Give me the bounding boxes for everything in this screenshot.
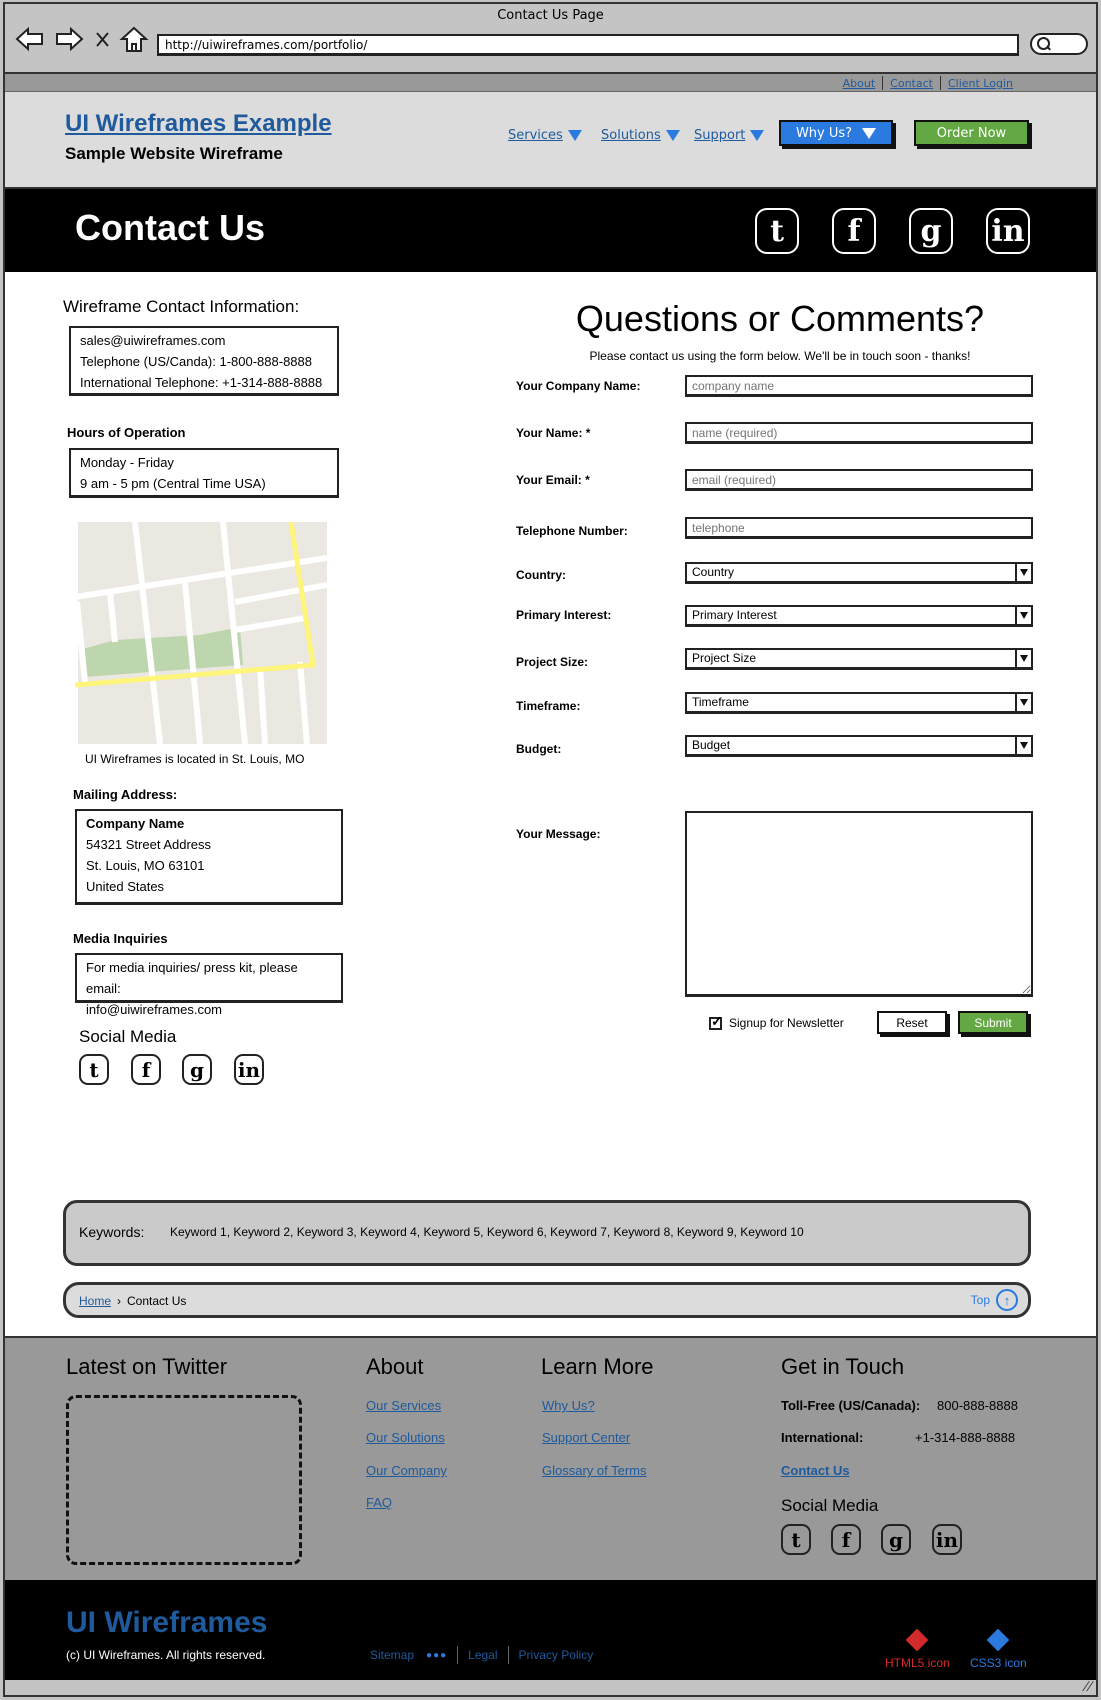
utility-link-contact[interactable]: Contact: [890, 76, 933, 90]
footer-link-our-services[interactable]: Our Services: [366, 1398, 442, 1413]
resize-grip-icon[interactable]: //: [1081, 1679, 1095, 1693]
divider: [457, 1646, 458, 1664]
international-value: +1-314-888-8888: [915, 1430, 1016, 1445]
keywords-label: Keywords:: [79, 1224, 145, 1240]
twitter-icon[interactable]: t: [755, 208, 799, 254]
newsletter-checkbox[interactable]: [709, 1016, 844, 1030]
footer-link-our-company[interactable]: Our Company: [366, 1463, 447, 1478]
timeframe-value: Timeframe: [692, 695, 749, 709]
nav-services-label[interactable]: Services: [508, 128, 563, 143]
form-title: Questions or Comments?: [575, 298, 985, 339]
learn-more-heading: Learn More: [541, 1354, 654, 1379]
keywords-panel: [63, 1200, 1031, 1266]
back-arrow-icon[interactable]: [15, 25, 45, 53]
breadcrumb-current: Contact Us: [127, 1294, 187, 1308]
mailing-street: 54321 Street Address: [86, 837, 212, 852]
project-size-label: Project Size:: [516, 655, 589, 669]
nav-support[interactable]: [694, 128, 764, 143]
facebook-icon[interactable]: f: [131, 1054, 161, 1085]
country-select[interactable]: [685, 562, 1033, 584]
country-select-value: Country: [692, 565, 735, 579]
more-dots-icon[interactable]: ●●●: [426, 1649, 448, 1661]
copyright: (c) UI Wireframes. All rights reserved.: [66, 1648, 266, 1662]
back-to-top-button[interactable]: [971, 1289, 1018, 1311]
email-label: Your Email: *: [516, 473, 590, 487]
dropdown-arrow-icon[interactable]: [1015, 650, 1031, 667]
utility-link-client-login[interactable]: Client Login: [947, 76, 1013, 90]
site-footer: [5, 1336, 1096, 1580]
footer-legal-links: [370, 1646, 593, 1664]
project-size-select[interactable]: [685, 648, 1033, 670]
forward-arrow-icon[interactable]: [54, 25, 84, 53]
mailing-country: United States: [86, 879, 165, 894]
budget-label: Budget:: [516, 742, 562, 756]
twitter-icon[interactable]: t: [781, 1524, 811, 1555]
footer-social-heading: Social Media: [781, 1496, 879, 1515]
message-label: Your Message:: [516, 827, 601, 841]
site-logo[interactable]: UI Wireframes Example: [65, 110, 332, 137]
top-label: Top: [970, 1293, 990, 1307]
footer-logo[interactable]: UI Wireframes: [66, 1606, 268, 1639]
utility-bar: [5, 72, 1096, 92]
primary-interest-label: Primary Interest:: [516, 608, 612, 622]
contact-intl-telephone: International Telephone: +1-314-888-8888: [80, 375, 323, 390]
primary-interest-select[interactable]: [685, 605, 1033, 627]
project-size-value: Project Size: [692, 651, 757, 665]
legal-link[interactable]: Legal: [468, 1648, 498, 1662]
hours-heading: Hours of Operation: [67, 425, 186, 440]
nav-solutions[interactable]: [601, 128, 680, 143]
why-us-button[interactable]: [779, 120, 893, 146]
twitter-feed-placeholder: [66, 1395, 302, 1565]
html5-label: HTML5 icon: [885, 1656, 950, 1670]
window-title: Contact Us Page: [497, 8, 604, 23]
media-text: For media inquiries/ press kit, please email:: [86, 960, 298, 996]
stop-icon[interactable]: [93, 25, 113, 53]
site-header: [5, 92, 1096, 189]
html5-icon: [906, 1629, 929, 1652]
email-input[interactable]: [685, 469, 1033, 491]
telephone-label: Telephone Number:: [516, 524, 628, 538]
company-name-label: Your Company Name:: [516, 379, 641, 393]
contact-info-heading: Wireframe Contact Information:: [63, 297, 300, 316]
hours-time: 9 am - 5 pm (Central Time USA): [80, 476, 266, 491]
dropdown-arrow-icon[interactable]: [1015, 607, 1031, 624]
why-us-label: Why Us?: [795, 125, 853, 141]
newsletter-label: Signup for Newsletter: [729, 1016, 844, 1030]
browser-window: [3, 2, 1098, 1697]
nav-support-label[interactable]: Support: [694, 128, 746, 143]
media-email: info@uiwireframes.com: [86, 1002, 223, 1017]
social-media-heading: Social Media: [79, 1027, 177, 1046]
tollfree-label: Toll-Free (US/Canada):: [781, 1398, 921, 1413]
timeframe-label: Timeframe:: [516, 699, 581, 713]
footer-link-contact-us[interactable]: Contact Us: [781, 1463, 850, 1478]
footer-link-support-center[interactable]: Support Center: [542, 1430, 631, 1445]
breadcrumb: [63, 1282, 1031, 1318]
international-label: International:: [781, 1430, 864, 1445]
breadcrumb-home[interactable]: Home: [79, 1294, 112, 1308]
dropdown-arrow-icon[interactable]: [1015, 564, 1031, 581]
page-banner: [5, 189, 1096, 272]
linkedin-icon[interactable]: in: [986, 208, 1030, 254]
css3-label: CSS3 icon: [970, 1656, 1027, 1670]
hours-box: [69, 448, 339, 498]
utility-link-about[interactable]: About: [842, 76, 876, 90]
google-icon[interactable]: g: [881, 1524, 911, 1555]
css3-badge: [970, 1632, 1027, 1670]
linkedin-icon[interactable]: in: [932, 1524, 962, 1555]
timeframe-select[interactable]: [685, 692, 1033, 714]
reset-button[interactable]: Reset: [877, 1011, 947, 1034]
chevron-down-icon[interactable]: [568, 130, 582, 141]
order-now-button[interactable]: [914, 120, 1029, 146]
page-title: Contact Us: [75, 207, 266, 248]
media-inquiries-heading: Media Inquiries: [73, 931, 168, 946]
chevron-down-icon[interactable]: [666, 130, 680, 141]
search-icon: [1037, 37, 1050, 50]
facebook-icon[interactable]: f: [831, 1524, 861, 1555]
media-inquiries-box: [75, 953, 343, 1017]
divider: [508, 1646, 509, 1664]
hours-days: Monday - Friday: [80, 455, 174, 470]
mailing-company: Company Name: [86, 816, 185, 831]
chevron-down-icon: [862, 128, 876, 139]
footer-link-our-solutions[interactable]: Our Solutions: [366, 1430, 445, 1445]
location-map[interactable]: [75, 522, 327, 744]
bottom-bar: [5, 1580, 1096, 1680]
order-now-label: Order Now: [936, 125, 1007, 141]
contact-email: sales@uiwireframes.com: [80, 333, 226, 348]
footer-link-why-us[interactable]: Why Us?: [542, 1398, 595, 1413]
browser-search-field[interactable]: [1030, 33, 1088, 55]
primary-interest-value: Primary Interest: [692, 608, 777, 622]
country-label: Country:: [516, 568, 566, 582]
submit-button[interactable]: Submit: [958, 1011, 1028, 1034]
message-textarea[interactable]: [685, 811, 1033, 997]
mailing-address-heading: Mailing Address:: [73, 787, 178, 802]
google-icon[interactable]: g: [182, 1054, 212, 1085]
mailing-address-box: [75, 809, 343, 905]
name-label: Your Name: *: [516, 426, 591, 440]
twitter-icon[interactable]: t: [79, 1054, 109, 1085]
google-icon[interactable]: g: [909, 208, 953, 254]
dropdown-arrow-icon[interactable]: [1015, 737, 1031, 754]
css3-icon: [987, 1629, 1010, 1652]
privacy-policy-link[interactable]: Privacy Policy: [518, 1648, 594, 1662]
linkedin-icon[interactable]: in: [234, 1054, 264, 1085]
checkbox-checked-icon[interactable]: [709, 1017, 722, 1030]
get-in-touch-heading: Get in Touch: [781, 1354, 905, 1379]
budget-value: Budget: [692, 738, 731, 752]
facebook-icon[interactable]: f: [832, 208, 876, 254]
main-content: [5, 272, 1096, 1336]
breadcrumb-separator-icon: ›: [117, 1294, 122, 1308]
company-name-input[interactable]: [685, 375, 1033, 397]
chevron-down-icon[interactable]: [750, 130, 764, 141]
dropdown-arrow-icon[interactable]: [1015, 694, 1031, 711]
home-icon[interactable]: [119, 25, 149, 53]
site-tagline: Sample Website Wireframe: [65, 144, 283, 163]
arrow-up-icon[interactable]: ↑: [996, 1289, 1018, 1311]
url-bar[interactable]: http://uiwireframes.com/portfolio/: [157, 34, 1019, 56]
nav-services[interactable]: [508, 128, 582, 143]
map-caption: UI Wireframes is located in St. Louis, MO: [85, 752, 305, 766]
keywords-list: Keyword 1, Keyword 2, Keyword 3, Keyword 4, Keyword 5, Keyword 6, Keyword 7, Keyword 8, Keyword 9, Keyword 10: [170, 1225, 804, 1239]
telephone-input[interactable]: [685, 517, 1033, 539]
footer-link-faq[interactable]: FAQ: [366, 1495, 393, 1510]
sitemap-link[interactable]: Sitemap: [370, 1648, 415, 1662]
nav-solutions-label[interactable]: Solutions: [601, 128, 661, 143]
contact-telephone: Telephone (US/Canda): 1-800-888-8888: [80, 354, 312, 369]
mailing-city: St. Louis, MO 63101: [86, 858, 205, 873]
footer-link-glossary[interactable]: Glossary of Terms: [542, 1463, 647, 1478]
contact-info-box: [69, 326, 339, 396]
budget-select[interactable]: [685, 735, 1033, 757]
html5-badge: [885, 1632, 950, 1670]
name-input[interactable]: [685, 422, 1033, 444]
twitter-feed-heading: Latest on Twitter: [66, 1354, 228, 1379]
form-subtitle: Please contact us using the form below. We'll be in touch soon - thanks!: [589, 349, 971, 363]
tollfree-value: 800-888-8888: [937, 1398, 1018, 1413]
about-heading: About: [366, 1354, 424, 1379]
